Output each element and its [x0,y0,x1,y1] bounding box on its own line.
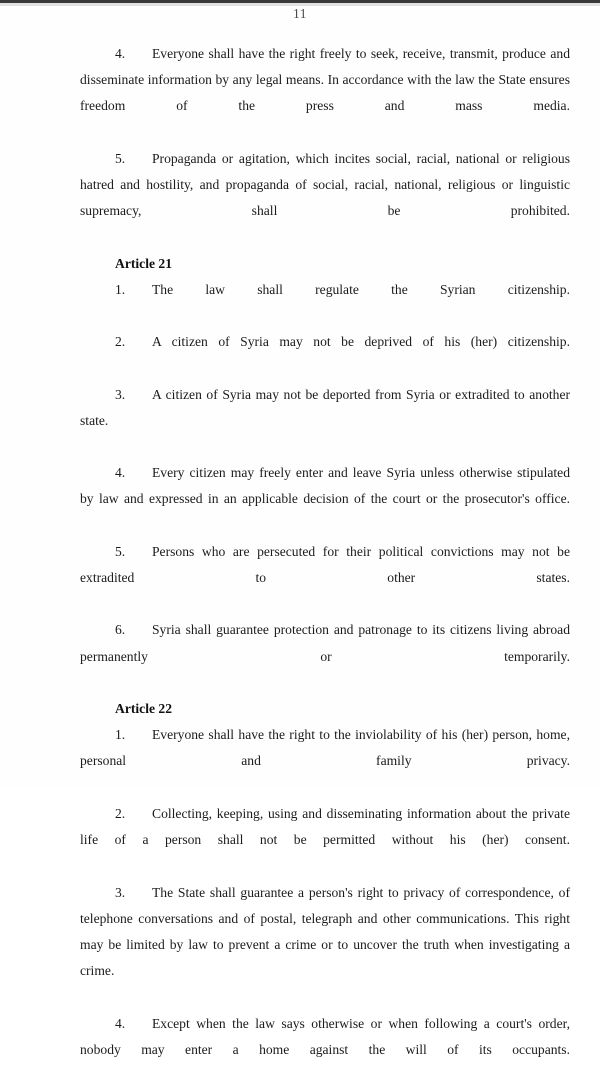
paragraph-text: A citizen of Syria may not be deprived of his (her) citizenship. [152,334,570,350]
paragraph-text: Persons who are persecuted for their political convictions may not be extradited to other states. [80,543,570,586]
numbered-paragraph [80,382,570,461]
paragraph-number: 6. [115,622,126,638]
paragraph-text: Propaganda or agitation, which incites social, racial, national or religious hatred and hostility, and propaganda of social, racial, national, religious or linguistic supremacy, shall be prohibited. [80,150,570,219]
numbered-paragraph [80,722,570,801]
paragraph-text: Everyone shall have the right freely to seek, receive, transmit, produce and disseminate information by any legal means. In accordance with the law the State ensures freedom of the press and mass media. [80,46,570,114]
paragraph-text: Every citizen may freely enter and leave Syria unless otherwise stipulated by law and expressed in an applicable decision of the court or the prosecutor's office. [80,465,570,507]
document-body [80,41,570,1089]
paragraph-number: 4. [115,1015,126,1031]
paragraph-text: Collecting, keeping, using and disseminating information about the private life of a person shall not be permitted without his (her) consent. [80,805,570,848]
numbered-paragraph [80,880,570,1011]
paragraph-text: The State shall guarantee a person's right to privacy of correspondence, of telephone conversations and of postal, telegraph and other communications. This right may be limited by law to prevent a crime or to uncover the truth when investigating a crime. [80,884,570,979]
numbered-paragraph [80,801,570,880]
paragraph-number: 5. [115,150,126,166]
article-heading: Article 22 [115,701,172,717]
paragraph-number: 4. [115,46,126,61]
paragraph-text: Syria shall guarantee protection and patronage to its citizens living abroad permanently or temporarily. [80,622,570,664]
paragraph-text: A citizen of Syria may not be deported from Syria or extradited to another state. [80,386,570,428]
paragraph-number: 2. [115,805,126,821]
paragraph-text: Everyone shall have the right to the inviolability of his (her) person, home, personal and family privacy. [80,727,570,769]
paragraph-number: 4. [115,465,126,481]
paragraph-number: 3. [115,386,126,402]
numbered-paragraph [80,277,570,329]
paragraph-number: 1. [115,727,126,743]
numbered-paragraph [80,329,570,381]
paragraph-text: The law shall regulate the Syrian citizenship. [152,281,570,297]
page-number: 11 [293,6,307,21]
paragraph-number: 2. [115,334,126,350]
numbered-paragraph [80,146,570,251]
paragraph-text: Except when the law says otherwise or when following a court's order, nobody may enter a home against the will of its occupants. [80,1015,570,1057]
paragraph-number: 1. [115,281,126,297]
numbered-paragraph [80,539,570,618]
paragraph-number: 3. [115,884,126,900]
numbered-paragraph [80,41,570,146]
article-heading: Article 21 [115,255,172,271]
numbered-paragraph [80,617,570,696]
paragraph-number: 5. [115,543,126,559]
numbered-paragraph [80,1011,570,1089]
numbered-paragraph [80,460,570,539]
